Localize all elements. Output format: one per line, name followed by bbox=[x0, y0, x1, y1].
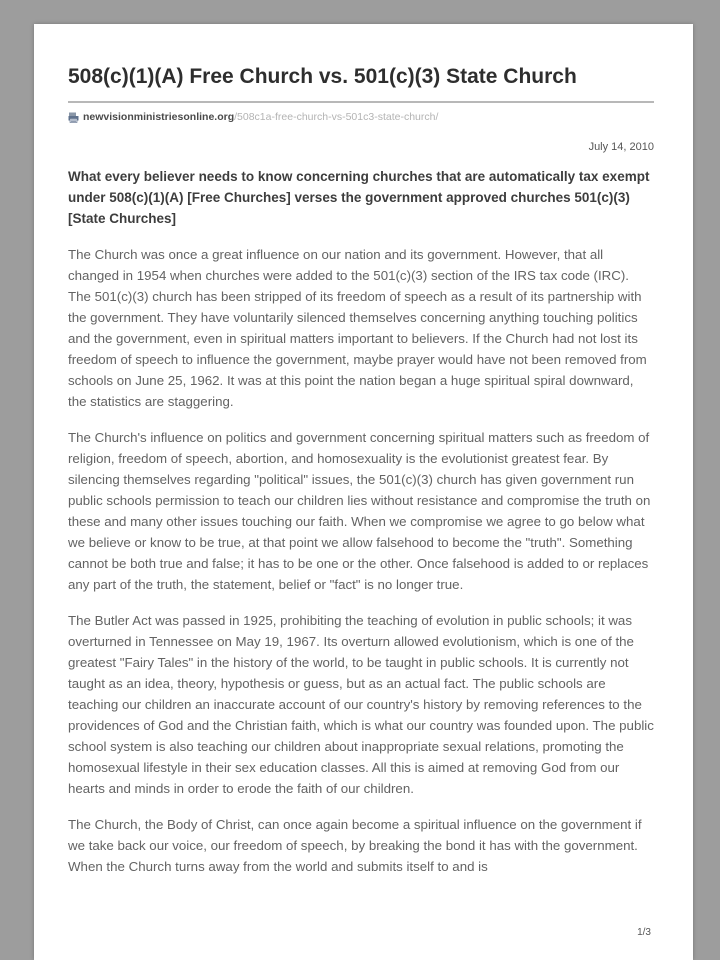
document-page bbox=[34, 24, 693, 960]
printer-page-icon bbox=[68, 112, 79, 123]
source-url bbox=[68, 111, 654, 124]
source-path: /508c1a-free-church-vs-501c3-state-church/ bbox=[234, 111, 439, 123]
source-domain: newvisionministriesonline.org bbox=[83, 111, 235, 123]
paragraph-1: The Church was once a great influence on our nation and its government. However, that all changed in 1954 when churches were added to the 501(c)(3) section of the IRS tax code (IRC). The 501(c)(3) church has been stripped of its freedom of speech as a result of its partnership with the government. They have voluntarily silenced themselves concerning anything touching politics and the government, even in spiritual matters important to believers. If the Church had not lost its freedom of speech to influence the government, maybe prayer would have not been removed from schools on June 25, 1962. It was at this point the nation began a huge spiritual spiral downward, the statistics are staggering. bbox=[68, 247, 647, 409]
page-indicator: 1/3 bbox=[637, 927, 651, 938]
paragraph-3: The Butler Act was passed in 1925, prohibiting the teaching of evolution in public schools; it was overturned in Tennessee on May 19, 1967. Its overturn allowed evolutionism, which is one of the greatest "Fairy Tales" in the history of the world, to be taught in public schools. It is currently not taught as an idea, theory, hypothesis or guess, but as an actual fact. The public schools are teaching our children an inaccurate account of our country's history by removing references to the providences of God and the Christian faith, which is what our country was founded upon. The public school system is also teaching our children about inappropriate sexual relations, promoting the homosexual lifestyle in their sex education classes. All this is aimed at removing God from our hearts and minds in order to erode the faith of our children. bbox=[68, 613, 654, 796]
article-date: July 14, 2010 bbox=[588, 141, 654, 153]
article-intro: What every believer needs to know concerning churches that are automatically tax exempt under 508(c)(1)(A) [Free Churches] verses the government approved churches 501(c)(3) [State Churches] bbox=[68, 169, 650, 226]
article-title: 508(c)(1)(A) Free Church vs. 501(c)(3) State Church bbox=[68, 65, 577, 88]
title-divider bbox=[68, 101, 654, 103]
paragraph-4: The Church, the Body of Christ, can once again become a spiritual influence on the government if we take back our voice, our freedom of speech, by breaking the bond it has with the government. When the Church turns away from the world and submits itself to and is bbox=[68, 817, 642, 874]
paragraph-2: The Church's influence on politics and government concerning spiritual matters such as freedom of religion, freedom of speech, abortion, and homosexuality is the evolutionist greatest fear. By silencing themselves regarding "political" issues, the 501(c)(3) church has given government run public schools permission to teach our children lies without resistance and compromise the truth on these and many other issues touching our faith. When we compromise we agree to go below what we believe or know to be true, at that point we allow falsehood to become the "truth". Something cannot be both true and false; it has to be one or the other. Once falsehood is added to or replaces any part of the truth, the statement, belief or "fact" is no longer true. bbox=[68, 430, 651, 592]
